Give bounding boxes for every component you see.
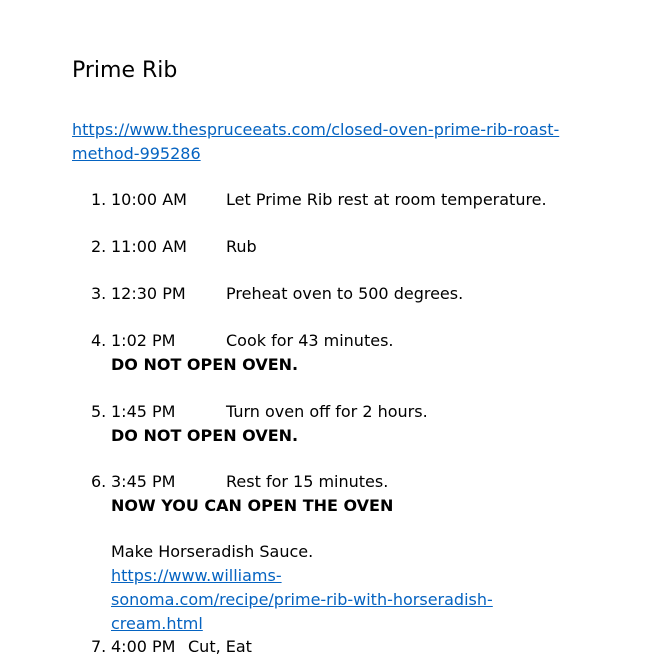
step-action: Rub xyxy=(226,237,257,256)
step-time: 4:00 PM xyxy=(111,637,176,656)
step-number: 7. xyxy=(91,637,107,656)
source-link[interactable] xyxy=(72,118,592,166)
sauce-link-line-3[interactable]: cream.html xyxy=(111,614,203,633)
step-time: 3:45 PM xyxy=(111,472,176,491)
step-action: Cut, Eat xyxy=(188,637,252,656)
step-number: 2. xyxy=(91,237,107,256)
step-time: 1:45 PM xyxy=(111,402,176,421)
step-action: Turn oven off for 2 hours. xyxy=(226,402,428,421)
step-warning: DO NOT OPEN OVEN. xyxy=(111,426,299,445)
step-action: Preheat oven to 500 degrees. xyxy=(226,284,464,303)
step-time: 1:02 PM xyxy=(111,331,176,350)
page-title: Prime Rib xyxy=(72,58,178,83)
sauce-paragraph xyxy=(111,540,531,636)
step-warning: DO NOT OPEN OVEN. xyxy=(111,355,299,374)
step-time: 11:00 AM xyxy=(111,237,187,256)
step-number: 4. xyxy=(91,331,107,350)
step-time: 10:00 AM xyxy=(111,190,187,209)
list-item xyxy=(0,470,393,518)
sauce-link-line-2[interactable]: sonoma.com/recipe/prime-rib-with-horseradish- xyxy=(111,590,493,609)
step-number: 1. xyxy=(91,190,107,209)
sauce-text: Make Horseradish Sauce. xyxy=(111,542,314,561)
sauce-link-line-1[interactable]: https://www.williams- xyxy=(111,566,282,585)
source-link-line-1[interactable]: https://www.thespruceeats.com/closed-oven-prime-rib-roast- xyxy=(72,120,560,139)
step-action: Let Prime Rib rest at room temperature. xyxy=(226,190,547,209)
list-item xyxy=(0,329,394,377)
source-link-line-2[interactable]: method-995286 xyxy=(72,144,201,163)
step-number: 6. xyxy=(91,472,107,491)
step-note: NOW YOU CAN OPEN THE OVEN xyxy=(111,496,394,515)
step-time: 12:30 PM xyxy=(111,284,186,303)
step-action: Cook for 43 minutes. xyxy=(226,331,394,350)
step-action: Rest for 15 minutes. xyxy=(226,472,389,491)
list-item xyxy=(0,400,428,448)
step-number: 5. xyxy=(91,402,107,421)
step-number: 3. xyxy=(91,284,107,303)
